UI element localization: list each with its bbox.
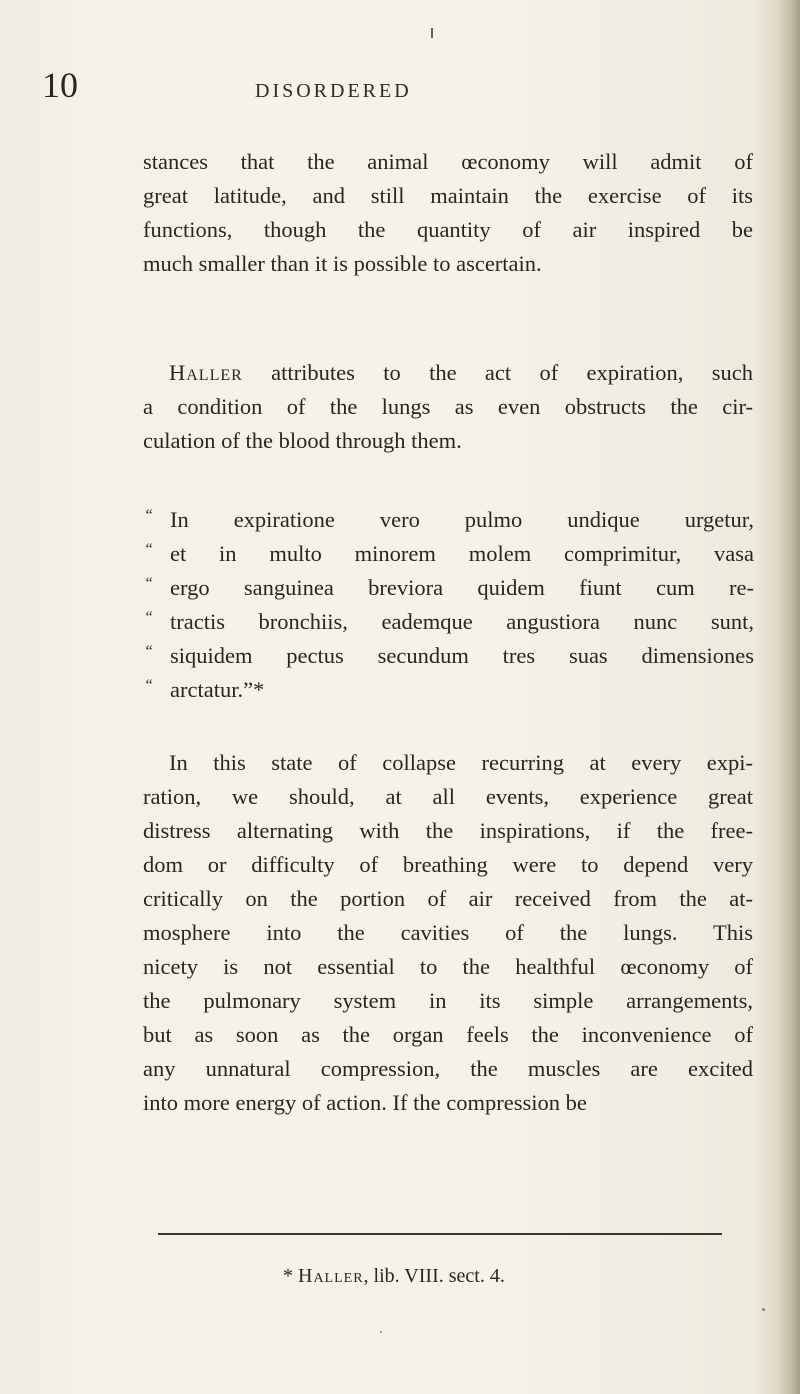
- quote-mark: “: [144, 507, 153, 524]
- quote-line: [144, 673, 754, 707]
- text-line: but as soon as the organ feels the inconvenience of: [143, 1022, 753, 1047]
- text-line: a condition of the lungs as even obstructs the cir-: [143, 394, 753, 419]
- author-name: Haller: [169, 360, 243, 385]
- text-line: stances that the animal œconomy will admit of: [143, 149, 753, 174]
- quote-line: [144, 605, 754, 639]
- quote-line: [144, 537, 754, 571]
- paragraph-3: [143, 746, 753, 1120]
- quote-text: tractis bronchiis, eademque angustiora nunc sunt,: [170, 609, 754, 634]
- footnote-rule: [158, 1233, 722, 1235]
- paper-speck: [762, 1308, 765, 1311]
- paragraph-2: [143, 356, 753, 458]
- quote-text: arctatur.”*: [170, 677, 265, 702]
- text-fragment: attributes to the act of expiration, such: [242, 360, 753, 385]
- footnote-citation: , lib. VIII. sect. 4.: [363, 1265, 505, 1287]
- text-line: In this state of collapse recurring at every expi-: [169, 750, 753, 775]
- text-line: ration, we should, at all events, experience great: [143, 784, 753, 809]
- footnote: [283, 1265, 505, 1288]
- quote-line: [144, 571, 754, 605]
- paper-speck: [380, 1331, 382, 1333]
- text-line: functions, though the quantity of air inspired be: [143, 217, 753, 242]
- quote-mark: “: [144, 677, 153, 694]
- text-line: critically on the portion of air received from the at-: [143, 886, 753, 911]
- quote-mark: “: [144, 541, 153, 558]
- text-line: any unnatural compression, the muscles are excited: [143, 1056, 753, 1081]
- text-line: the pulmonary system in its simple arrangements,: [143, 988, 753, 1013]
- text-line: mosphere into the cavities of the lungs. This: [143, 920, 753, 945]
- footnote-author: Haller: [298, 1265, 364, 1287]
- text-line: [143, 356, 753, 390]
- quote-mark: “: [144, 609, 153, 626]
- quote-text: et in multo minorem molem comprimitur, vasa: [170, 541, 754, 566]
- text-line: nicety is not essential to the healthful œconomy of: [143, 954, 753, 979]
- text-line: much smaller than it is possible to ascertain.: [143, 251, 542, 276]
- quote-text: ergo sanguinea breviora quidem fiunt cum re-: [170, 575, 754, 600]
- page-number: 10: [42, 65, 78, 105]
- quote-line: [144, 503, 754, 537]
- quote-mark: “: [144, 575, 153, 592]
- top-mark: [431, 28, 433, 38]
- quote-line: [144, 639, 754, 673]
- paragraph-1: [143, 145, 753, 281]
- latin-quote: [144, 503, 754, 707]
- text-line: culation of the blood through them.: [143, 428, 462, 453]
- text-line: great latitude, and still maintain the exercise of its: [143, 183, 753, 208]
- running-head: DISORDERED: [255, 80, 412, 102]
- text-line: into more energy of action. If the compression be: [143, 1090, 587, 1115]
- footnote-marker: *: [283, 1265, 298, 1287]
- text-line: dom or difficulty of breathing were to depend very: [143, 852, 753, 877]
- page-edge-shadow: [778, 0, 800, 1394]
- text-line: distress alternating with the inspirations, if the free-: [143, 818, 753, 843]
- quote-mark: “: [144, 643, 153, 660]
- quote-text: siquidem pectus secundum tres suas dimensiones: [170, 643, 754, 668]
- quote-text: In expiratione vero pulmo undique urgetur,: [170, 507, 754, 532]
